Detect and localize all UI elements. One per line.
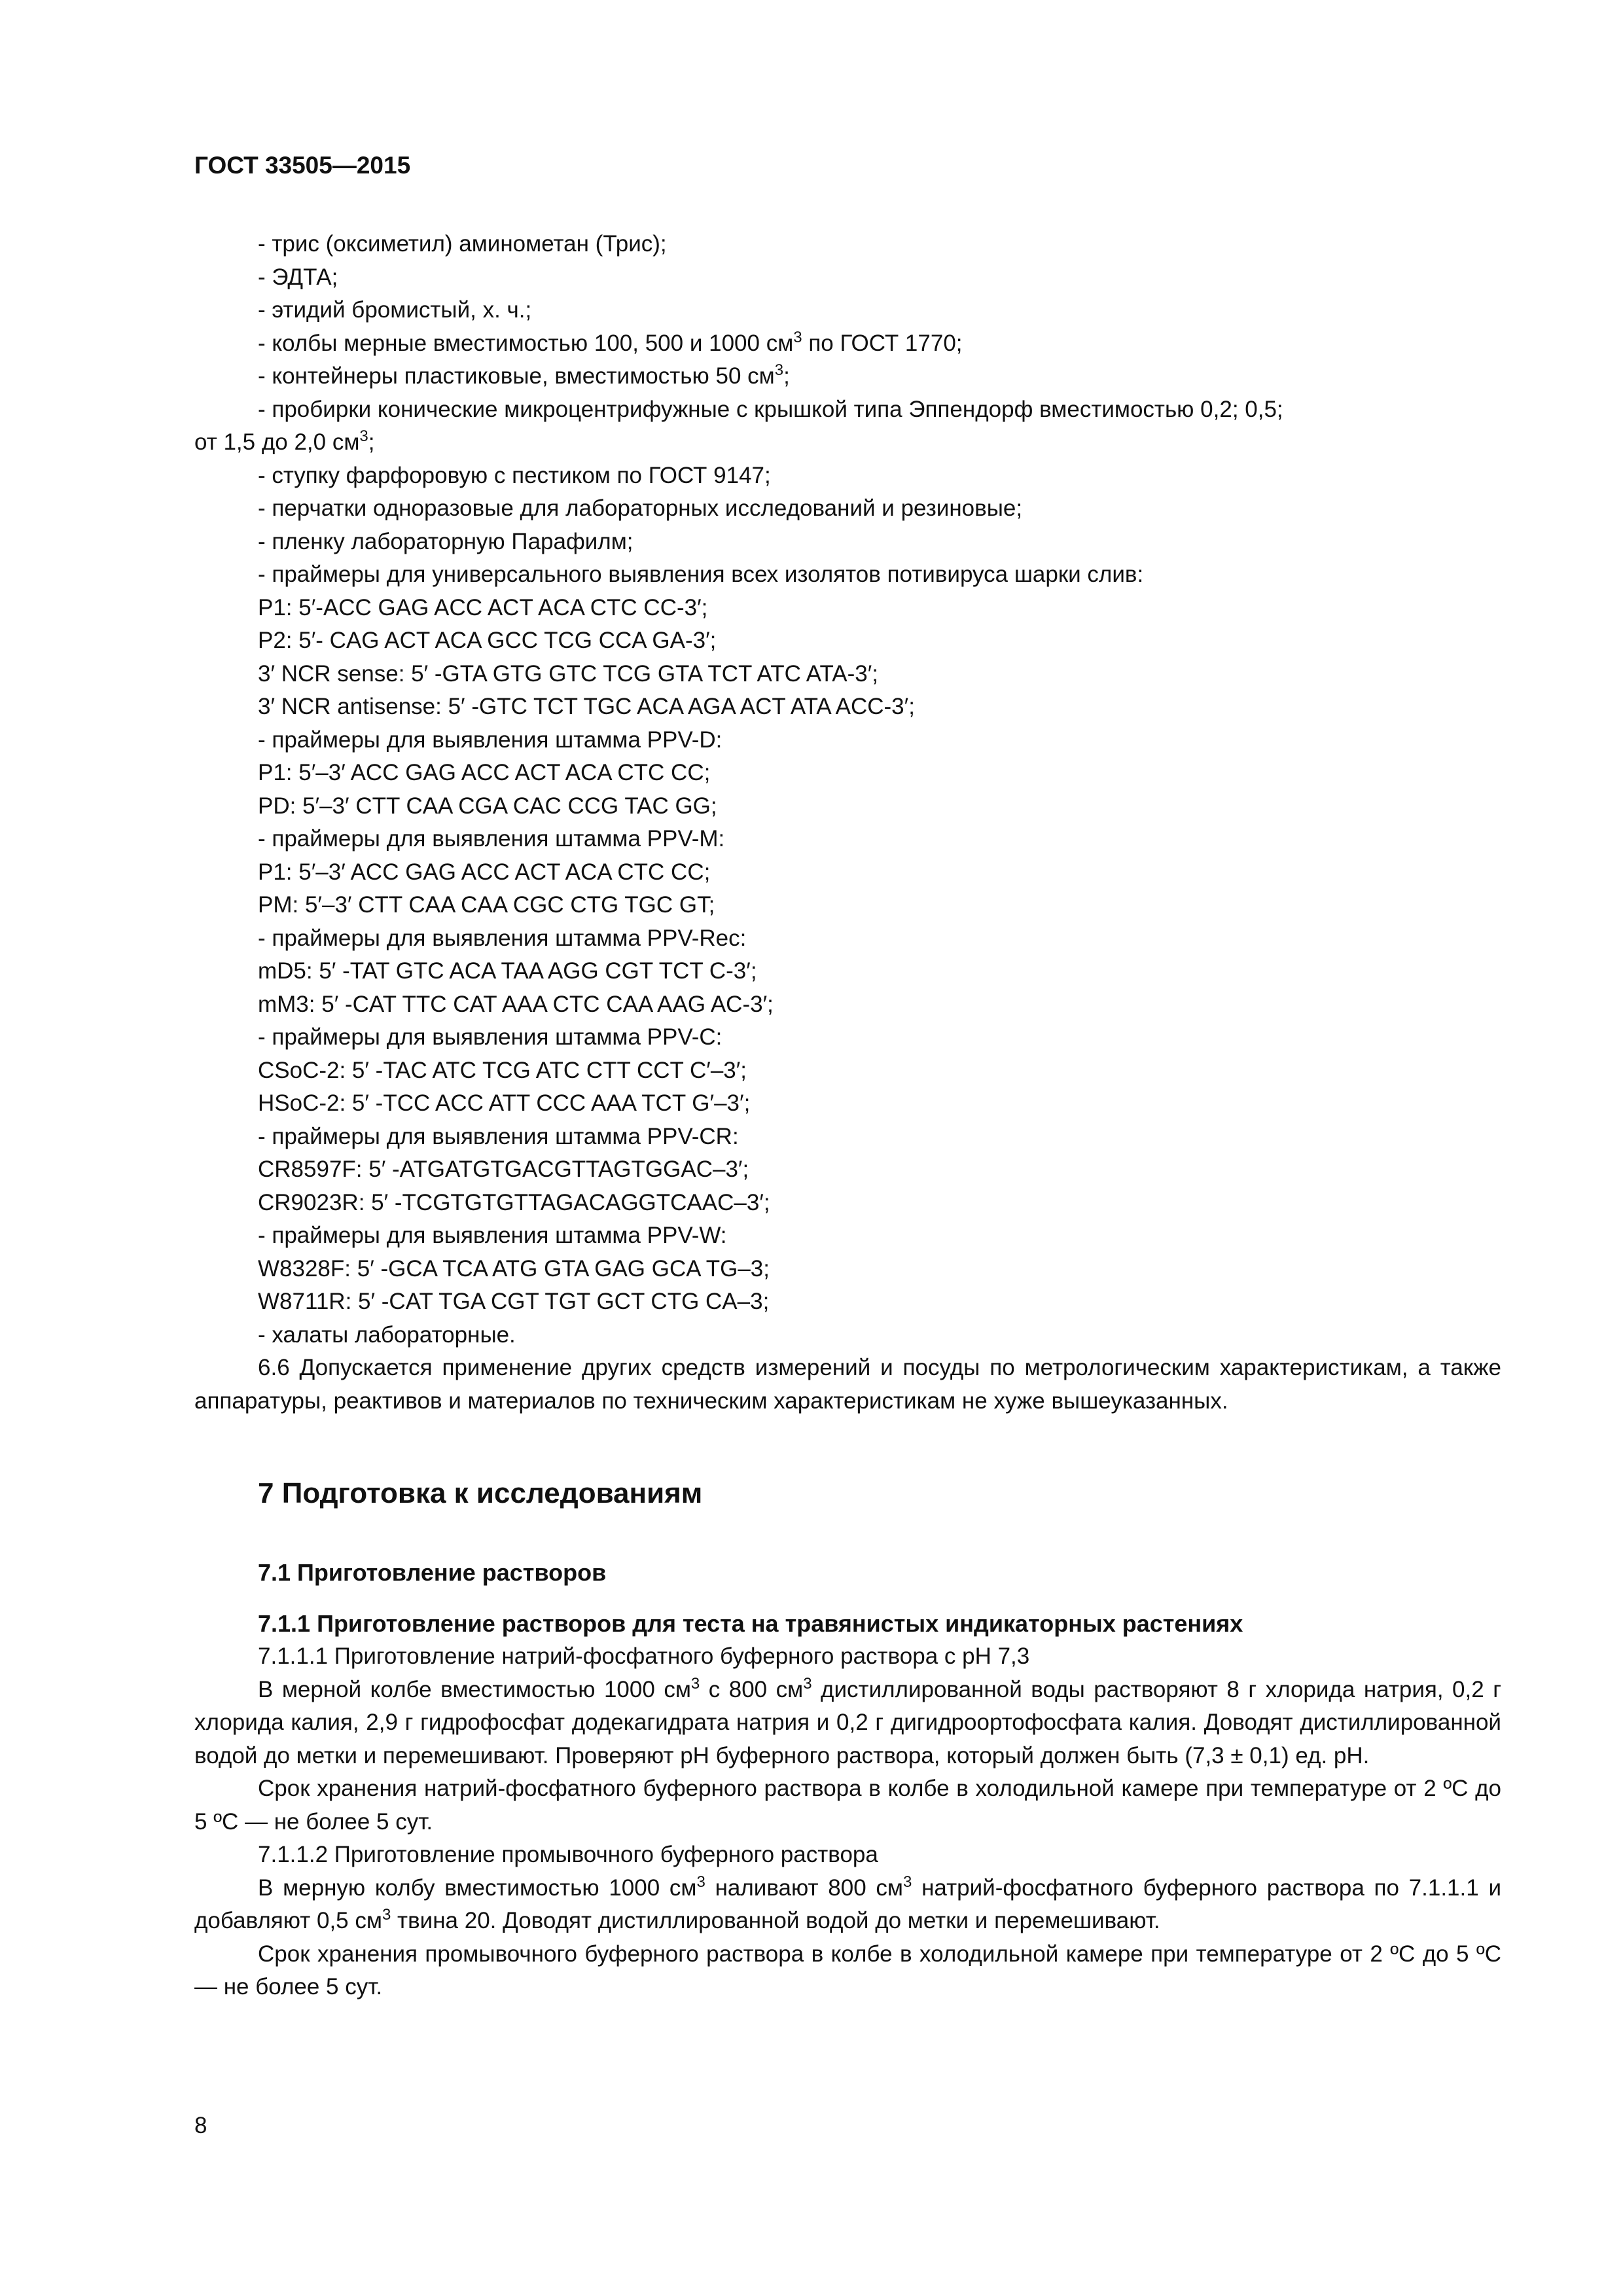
primer-line: 3′ NCR antisense: 5′ -GTC TCT TGC ACA AGA ACT ATA ACC-3′; bbox=[258, 694, 915, 719]
primer-line: HSoC-2: 5′ -TCC ACC ATT CCC AAA TCT G′–3′; bbox=[258, 1090, 751, 1116]
primer-line: 3′ NCR sense: 5′ -GTA GTG GTC TCG GTA TCT ATC ATA-3′; bbox=[258, 660, 879, 687]
list-item: - трис (оксиметил) аминометан (Трис); bbox=[258, 231, 667, 257]
list-item: - пленку лабораторную Парафилм; bbox=[258, 528, 633, 554]
primer-line: CSoC-2: 5′ -TAC ATC TCG ATC CTT CCT C′–3′; bbox=[258, 1057, 747, 1083]
section-7-1-1-1-title: 7.1.1.1 Приготовление натрий-фосфатного буферного раствора с pH 7,3 bbox=[258, 1643, 1030, 1669]
list-item: - ступку фарфоровую с пестиком по ГОСТ 9147; bbox=[258, 462, 771, 488]
paragraph-7-1-1-2-a: В мерную колбу вместимостью 1000 $см^3$ наливают 800 $см^3$ натрий-фосфатного буферного раствора по 7.1.1.1 и добавляют 0,5 $см^3$ твина 20. Доводят дистиллированной водой до метки и перемешивают. bbox=[194, 1873, 1501, 1933]
primer-line: PM: 5′–3′ CTT CAA CAA CGC CTG TGC GT; bbox=[258, 892, 715, 918]
document-body bbox=[194, 228, 1501, 2004]
section-7-1-title: 7.1 Приготовление растворов bbox=[258, 1559, 607, 1586]
paragraph-7-1-1-1-b: Срок хранения натрий-фосфатного буферного раствора в колбе в холодильной камере при температуре от 2 ºС до 5 ºС — не более 5 сут. bbox=[194, 1776, 1501, 1835]
list-item: - праймеры для выявления штамма PPV-C: bbox=[258, 1024, 722, 1050]
paragraph-6-6: 6.6 Допускается применение других средств измерений и посуды по метрологическим характеристикам, а также аппаратуры, реактивов и материалов по техническим характеристикам не хуже вышеуказанных. bbox=[194, 1355, 1501, 1414]
list-item: - колбы мерные вместимостью 100, 500 и 1000 $см^3$ по ГОСТ 1770; bbox=[258, 328, 963, 356]
list-item: - праймеры для выявления штамма PPV-D: bbox=[258, 726, 722, 753]
primer-line: CR8597F: 5′ -ATGATGTGACGTTAGTGGAC–3′; bbox=[258, 1157, 749, 1182]
list-item: - праймеры для универсального выявления всех изолятов потивируса шарки слив: bbox=[258, 562, 1144, 587]
paragraph-7-1-1-2-b: Срок хранения промывочного буферного раствора в колбе в холодильной камере при температуре от 2 ºС до 5 ºС — не более 5 сут. bbox=[194, 1941, 1501, 2000]
section-7-1-1-2-title: 7.1.1.2 Приготовление промывочного буферного раствора bbox=[258, 1842, 878, 1867]
list-item: - праймеры для выявления штамма PPV-W: bbox=[258, 1223, 727, 1248]
section-7-1-1-title: 7.1.1 Приготовление растворов для теста на травянистых индикаторных растениях bbox=[258, 1610, 1243, 1637]
primer-line: P1: 5′–3′ ACC GAG ACC ACT ACA CTC CC; bbox=[258, 760, 711, 785]
list-item: - этидий бромистый, х. ч.; bbox=[258, 297, 532, 323]
primer-line: P1: 5′-ACC GAG ACC ACT ACA CTC CC-3′; bbox=[258, 594, 708, 620]
list-item: - контейнеры пластиковые, вместимостью 50 $см^3$; bbox=[258, 361, 790, 389]
list-item: - халаты лабораторные. bbox=[258, 1321, 516, 1348]
primer-line: mM3: 5′ -CAT TTC CAT AAA CTC CAA AAG AC-3′; bbox=[258, 991, 774, 1017]
primer-line: PD: 5′–3′ CTT CAA CGA CAC CCG TAC GG; bbox=[258, 793, 717, 819]
primer-line: W8711R: 5′ -CAT TGA CGT TGT GCT CTG CA–3; bbox=[258, 1289, 770, 1314]
page-number: 8 bbox=[194, 2113, 207, 2138]
primer-line: P1: 5′–3′ ACC GAG ACC ACT ACA CTC CC; bbox=[258, 859, 711, 885]
list-item: - пробирки конические микроцентрифужные с крышкой типа Эппендорф вместимостью 0,2; 0,5; bbox=[258, 396, 1283, 422]
primer-line: W8328F: 5′ -GCA TCA ATG GTA GAG GCA TG–3; bbox=[258, 1255, 770, 1282]
paragraph-7-1-1-1-a: В мерной колбе вместимостью 1000 $см^3$ с 800 $см^3$ дистиллированной воды растворяют 8 г хлорида натрия, 0,2 г хлорида калия, 2,9 г гидрофосфат додекагидрата натрия и 0,2 г дигидроортофосфата калия. Доводят дистиллированной водой до метки и перемешивают. Проверяют pH буферного раствора, который должен быть (7,3 ± 0,1) ед. pH. bbox=[194, 1674, 1501, 1768]
primer-line: P2: 5′- CAG ACT ACA GCC TCG CCA GA-3′; bbox=[258, 628, 717, 653]
list-item-continuation: от 1,5 до 2,0 $см^3$; bbox=[194, 427, 375, 455]
primer-line: mD5: 5′ -TAT GTC ACA TAA AGG CGT TCT C-3′; bbox=[258, 958, 757, 984]
document-header: ГОСТ 33505—2015 bbox=[194, 152, 411, 179]
list-item: - перчатки одноразовые для лабораторных исследований и резиновые; bbox=[258, 495, 1023, 521]
list-item: - праймеры для выявления штамма PPV-M: bbox=[258, 826, 725, 852]
section-7-title: 7 Подготовка к исследованиям bbox=[258, 1477, 703, 1509]
list-item: - ЭДТА; bbox=[258, 264, 338, 290]
list-item: - праймеры для выявления штамма PPV-Rec: bbox=[258, 925, 747, 951]
primer-line: CR9023R: 5′ -TCGTGTGTTAGACAGGTCAAC–3′; bbox=[258, 1189, 770, 1215]
list-item: - праймеры для выявления штамма PPV-CR: bbox=[258, 1123, 739, 1149]
